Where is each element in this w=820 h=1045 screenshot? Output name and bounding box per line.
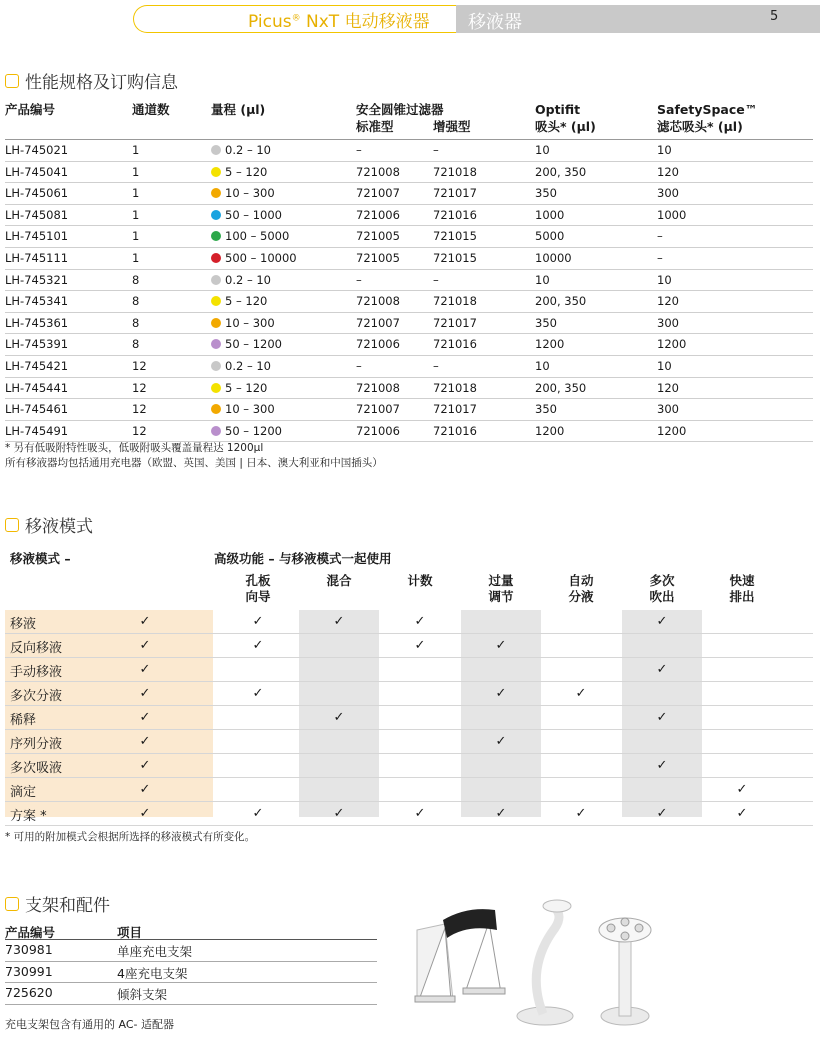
mode-name: 多次分液 — [10, 689, 63, 704]
cell-range: 100 – 5000 — [225, 229, 290, 244]
check-icon: ✓ — [333, 614, 345, 629]
adv-col-header: 混合 — [326, 573, 352, 588]
four-charging-stand-image — [599, 918, 651, 1025]
table-row — [5, 610, 813, 634]
table-row — [5, 205, 813, 227]
table-row — [5, 291, 813, 313]
cell-ch: 8 — [132, 294, 140, 309]
cell-opt: 10 — [535, 272, 550, 287]
check-icon: ✓ — [495, 734, 507, 749]
cell-opt: 200, 350 — [535, 380, 587, 395]
color-dot — [211, 383, 221, 393]
cell-ss: 1200 — [657, 423, 687, 438]
section-square-icon — [5, 518, 19, 532]
color-dot — [211, 318, 221, 328]
table-row — [5, 730, 813, 754]
check-icon: ✓ — [252, 638, 264, 653]
cell-std: 721005 — [356, 250, 400, 265]
table-row — [5, 962, 377, 984]
color-dot — [211, 296, 221, 306]
modes-note: * 可用的附加模式会根据所选择的移液模式有所变化。 — [5, 831, 256, 843]
cell-range: 10 – 300 — [225, 315, 275, 330]
cell-ch: 8 — [132, 337, 140, 352]
cell-range: 5 – 120 — [225, 380, 268, 395]
cell-std: 721005 — [356, 229, 400, 244]
cell-range: 0.2 – 10 — [225, 143, 271, 157]
table-row — [5, 183, 813, 205]
accessories-header-row: 产品编号 项目 — [5, 921, 377, 940]
cell-code: LH-745081 — [5, 207, 69, 222]
single-charging-stand-image — [415, 909, 505, 1002]
check-icon: ✓ — [575, 806, 587, 821]
mode-name: 移液 — [10, 617, 37, 632]
cell-enh: 721016 — [433, 337, 477, 352]
table-row — [5, 140, 813, 162]
cell-opt: 1000 — [535, 207, 565, 222]
cell-item: 单座充电支架 — [117, 944, 193, 959]
mode-name: 反向移液 — [10, 641, 63, 656]
cell-std: 721007 — [356, 315, 400, 330]
table-row — [5, 334, 813, 356]
cell-code: 730981 — [5, 942, 53, 957]
cell-enh: 721017 — [433, 315, 477, 330]
table-row — [5, 634, 813, 658]
cell-code: LH-745491 — [5, 423, 69, 438]
mode-name: 滴定 — [10, 785, 37, 800]
cell-code: LH-745391 — [5, 337, 69, 352]
adv-col-header: 过量 调节 — [488, 573, 514, 604]
check-icon: ✓ — [252, 806, 264, 821]
check-icon: ✓ — [495, 806, 507, 821]
cell-std: 721006 — [356, 423, 400, 438]
check-icon: ✓ — [252, 614, 264, 629]
cell-ss: – — [657, 250, 663, 265]
cell-item: 倾斜支架 — [117, 987, 168, 1002]
cell-std: 721007 — [356, 186, 400, 201]
cell-ch: 1 — [132, 186, 140, 201]
table-row — [5, 658, 813, 682]
table-row — [5, 248, 813, 270]
cell-range: 5 – 120 — [225, 164, 268, 179]
cell-ss: – — [657, 229, 663, 244]
cell-enh: 721016 — [433, 207, 477, 222]
table-row — [5, 983, 377, 1005]
cell-ss: 300 — [657, 315, 679, 330]
modes-col-label: 移液模式 – — [10, 551, 71, 566]
check-icon: ✓ — [736, 782, 748, 797]
cell-std: – — [356, 272, 362, 287]
cell-opt: 350 — [535, 315, 557, 330]
cell-ch: 12 — [132, 358, 147, 373]
cell-range: 10 – 300 — [225, 186, 275, 201]
specs-note: * 另有低吸附特性吸头，低吸附吸头覆盖量程达 1200µl 所有移液器均包括通用充电器（欧盟、英国、美国 | 日本、澳大利亚和中国插头） — [5, 442, 383, 469]
cell-enh: 721018 — [433, 380, 477, 395]
cell-ch: 1 — [132, 250, 140, 265]
specs-header-row: 产品编号 通道数 量程 (µl) 安全圆锥过滤器 标准型 增强型 Optifit 吸头* (µl) SafetySpace™ 滤芯吸头* (µl) — [5, 101, 813, 140]
mode-name: 手动移液 — [10, 665, 63, 680]
cell-opt: 1200 — [535, 423, 565, 438]
cell-opt: 10 — [535, 143, 550, 157]
color-dot — [211, 210, 221, 220]
accessories-note: 充电支架包含有通用的 AC- 适配器 — [5, 1018, 174, 1031]
cell-range: 5 – 120 — [225, 294, 268, 309]
cell-enh: 721018 — [433, 294, 477, 309]
cell-code: LH-745111 — [5, 250, 69, 265]
table-row — [5, 754, 813, 778]
mode-name: 序列分液 — [10, 737, 63, 752]
cell-opt: 350 — [535, 402, 557, 417]
cell-enh: 721015 — [433, 229, 477, 244]
cell-opt: 5000 — [535, 229, 565, 244]
table-row — [5, 706, 813, 730]
color-dot — [211, 339, 221, 349]
cell-code: 725620 — [5, 985, 53, 1000]
color-dot — [211, 188, 221, 198]
cell-enh: 721017 — [433, 186, 477, 201]
cell-opt: 200, 350 — [535, 164, 587, 179]
adv-col-header: 孔板 向导 — [245, 573, 271, 604]
cell-ss: 300 — [657, 402, 679, 417]
cell-range: 50 – 1200 — [225, 423, 282, 438]
check-icon: ✓ — [414, 806, 426, 821]
modes-heading: 移液模式 — [5, 512, 93, 537]
cell-code: LH-745021 — [5, 143, 69, 157]
cell-code: LH-745041 — [5, 164, 69, 179]
cell-enh: 721018 — [433, 164, 477, 179]
cell-std: – — [356, 358, 362, 373]
cell-enh: – — [433, 143, 439, 157]
section-square-icon — [5, 897, 19, 911]
specs-heading: 性能规格及订购信息 — [5, 68, 178, 93]
cell-std: 721008 — [356, 164, 400, 179]
color-dot — [211, 145, 221, 155]
table-row — [5, 399, 813, 421]
cell-code: LH-745341 — [5, 294, 69, 309]
check-icon: ✓ — [495, 686, 507, 701]
check-icon: ✓ — [139, 734, 151, 749]
table-row — [5, 313, 813, 335]
color-dot — [211, 253, 221, 263]
cell-ch: 12 — [132, 423, 147, 438]
table-row — [5, 226, 813, 248]
cell-ss: 10 — [657, 272, 672, 287]
mode-name: 方案 * — [10, 809, 47, 824]
cell-enh: – — [433, 272, 439, 287]
cell-std: 721008 — [356, 294, 400, 309]
cell-code: LH-745461 — [5, 402, 69, 417]
cell-std: 721008 — [356, 380, 400, 395]
accessories-heading: 支架和配件 — [5, 891, 110, 916]
cell-ch: 12 — [132, 380, 147, 395]
check-icon: ✓ — [414, 614, 426, 629]
check-icon: ✓ — [139, 806, 151, 821]
adv-col-header: 自动 分液 — [568, 573, 594, 604]
adv-col-header: 多次 吹出 — [649, 573, 675, 604]
table-row — [5, 162, 813, 184]
check-icon: ✓ — [252, 686, 264, 701]
check-icon: ✓ — [139, 614, 151, 629]
check-icon: ✓ — [656, 662, 668, 677]
cell-ch: 12 — [132, 402, 147, 417]
check-icon: ✓ — [139, 638, 151, 653]
adv-col-header: 快速 排出 — [729, 573, 755, 604]
cell-ch: 1 — [132, 207, 140, 222]
adv-col-header: 计数 — [407, 573, 433, 588]
cell-code: 730991 — [5, 963, 53, 979]
cell-ss: 10 — [657, 143, 672, 157]
cell-code: LH-745441 — [5, 380, 69, 395]
check-icon: ✓ — [139, 782, 151, 797]
check-icon: ✓ — [495, 638, 507, 653]
cell-opt: 10 — [535, 358, 550, 373]
cell-std: – — [356, 143, 362, 157]
cell-std: 721006 — [356, 337, 400, 352]
cell-enh: 721015 — [433, 250, 477, 265]
cell-ch: 1 — [132, 229, 140, 244]
section-square-icon — [5, 74, 19, 88]
header-tab: 移液器 — [456, 5, 820, 33]
color-dot — [211, 275, 221, 285]
check-icon: ✓ — [575, 686, 587, 701]
cell-opt: 200, 350 — [535, 294, 587, 309]
cell-ch: 1 — [132, 143, 140, 157]
check-icon: ✓ — [333, 710, 345, 725]
cell-ss: 10 — [657, 358, 672, 373]
cell-ss: 1000 — [657, 207, 687, 222]
cell-opt: 1200 — [535, 337, 565, 352]
adv-label: 高级功能 – 与移液模式一起使用 — [214, 551, 392, 566]
color-dot — [211, 231, 221, 241]
table-row — [5, 270, 813, 292]
color-dot — [211, 361, 221, 371]
color-dot — [211, 404, 221, 414]
cell-enh: 721017 — [433, 402, 477, 417]
cell-code: LH-745421 — [5, 358, 69, 373]
check-icon: ✓ — [656, 758, 668, 773]
cell-enh: 721016 — [433, 423, 477, 438]
cell-ch: 8 — [132, 272, 140, 287]
cell-code: LH-745061 — [5, 186, 69, 201]
cell-range: 500 – 10000 — [225, 250, 297, 265]
cell-opt: 10000 — [535, 250, 572, 265]
table-row — [5, 356, 813, 378]
check-icon: ✓ — [656, 806, 668, 821]
cell-code: LH-745321 — [5, 272, 69, 287]
table-row — [5, 682, 813, 706]
check-icon: ✓ — [656, 710, 668, 725]
check-icon: ✓ — [139, 662, 151, 677]
cell-opt: 350 — [535, 186, 557, 201]
check-icon: ✓ — [139, 710, 151, 725]
header-title: Picus® NxT 电动移液器 — [248, 12, 430, 32]
check-icon: ✓ — [333, 806, 345, 821]
mode-name: 多次吸液 — [10, 761, 63, 776]
cell-range: 0.2 – 10 — [225, 358, 271, 373]
cell-ss: 300 — [657, 186, 679, 201]
color-dot — [211, 167, 221, 177]
cell-ss: 1200 — [657, 337, 687, 352]
accessories-table — [5, 921, 377, 1005]
table-row — [5, 421, 813, 443]
table-row — [5, 378, 813, 400]
cell-range: 50 – 1000 — [225, 207, 282, 222]
cell-range: 10 – 300 — [225, 402, 275, 417]
cell-enh: – — [433, 358, 439, 373]
check-icon: ✓ — [656, 614, 668, 629]
cell-code: LH-745101 — [5, 229, 69, 244]
cell-ss: 120 — [657, 380, 679, 395]
cell-code: LH-745361 — [5, 315, 69, 330]
check-icon: ✓ — [139, 686, 151, 701]
cell-std: 721006 — [356, 207, 400, 222]
cell-ch: 1 — [132, 164, 140, 179]
cell-ss: 120 — [657, 164, 679, 179]
table-row — [5, 778, 813, 802]
cell-ss: 120 — [657, 294, 679, 309]
specs-table — [5, 101, 813, 442]
cell-item: 4座充电支架 — [117, 965, 188, 981]
color-dot — [211, 426, 221, 436]
check-icon: ✓ — [139, 758, 151, 773]
page-number: 5 — [770, 9, 779, 24]
cell-range: 0.2 – 10 — [225, 272, 271, 287]
check-icon: ✓ — [736, 806, 748, 821]
cell-ch: 8 — [132, 315, 140, 330]
modes-table — [5, 610, 813, 826]
cell-std: 721007 — [356, 402, 400, 417]
check-icon: ✓ — [414, 638, 426, 653]
mode-name: 稀释 — [10, 713, 37, 728]
tilted-stand-image — [517, 900, 573, 1025]
cell-range: 50 – 1200 — [225, 337, 282, 352]
table-row — [5, 802, 813, 826]
table-row — [5, 940, 377, 962]
stand-illustrations — [405, 888, 705, 1038]
